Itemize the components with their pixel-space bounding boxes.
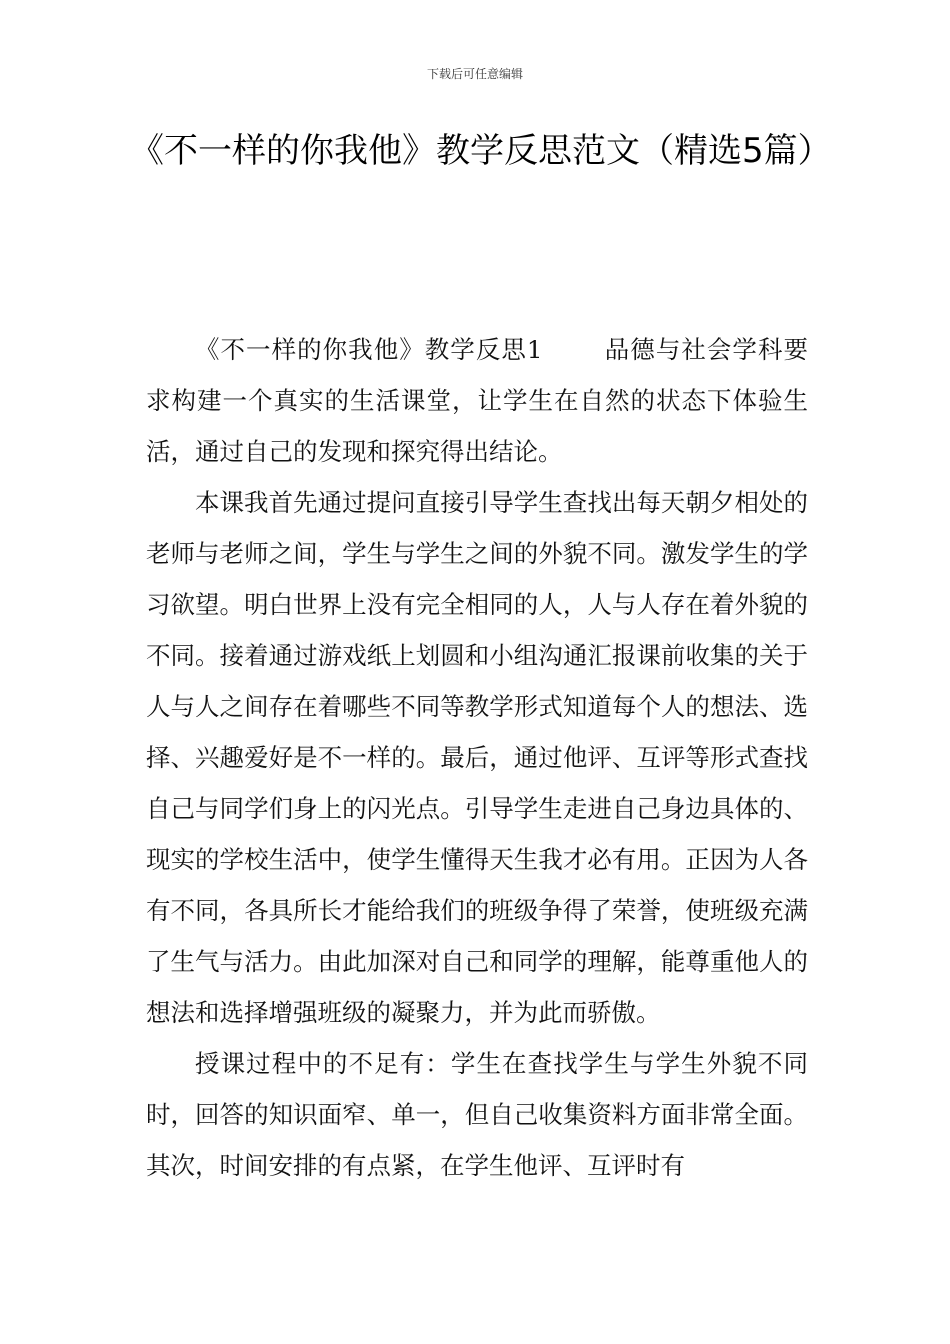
paragraph-2: 本课我首先通过提问直接引导学生查找出每天朝夕相处的老师与老师之间，学生与学生之间的外貌不同。激发学生的学习欲望。明白世界上没有完全相同的人，人与人存在着外貌的不同。接着通过游戏纸上划圆和小组沟通汇报课前收集的关于人与人之间存在着哪些不同等教学形式知道每个人的想法、选择、兴趣爱好是不一样的。最后，通过他评、互评等形式查找自己与同学们身上的闪光点。引导学生走进自己身边具体的、现实的学校生活中，使学生懂得天生我才必有用。正因为人各有不同，各具所长才能给我们的班级争得了荣誉，使班级充满了生气与活力。由此加深对自己和同学的理解，能尊重他人的想法和选择增强班级的凝聚力，并为此而骄傲。 xyxy=(146,488,808,1027)
paragraph-3: 授课过程中的不足有：学生在查找学生与学生外貌不同时，回答的知识面窄、单一，但自己收集资料方面非常全面。其次，时间安排的有点紧，在学生他评、互评时有 xyxy=(146,1049,808,1180)
paragraph-text: 品德与社会学科要求构建一个真实的生活课堂，让学生在自然的状态下体验生活，通过自己的发现和探究得出结论。 xyxy=(146,335,808,466)
document-body xyxy=(146,324,808,1191)
header-note: 下载后可任意编辑 xyxy=(426,67,523,81)
paragraph-1 xyxy=(146,324,808,477)
section-heading: 《不一样的你我他》教学反思1 xyxy=(195,335,543,364)
page-title: 《不一样的你我他》教学反思范文（精选5篇） xyxy=(130,131,832,171)
